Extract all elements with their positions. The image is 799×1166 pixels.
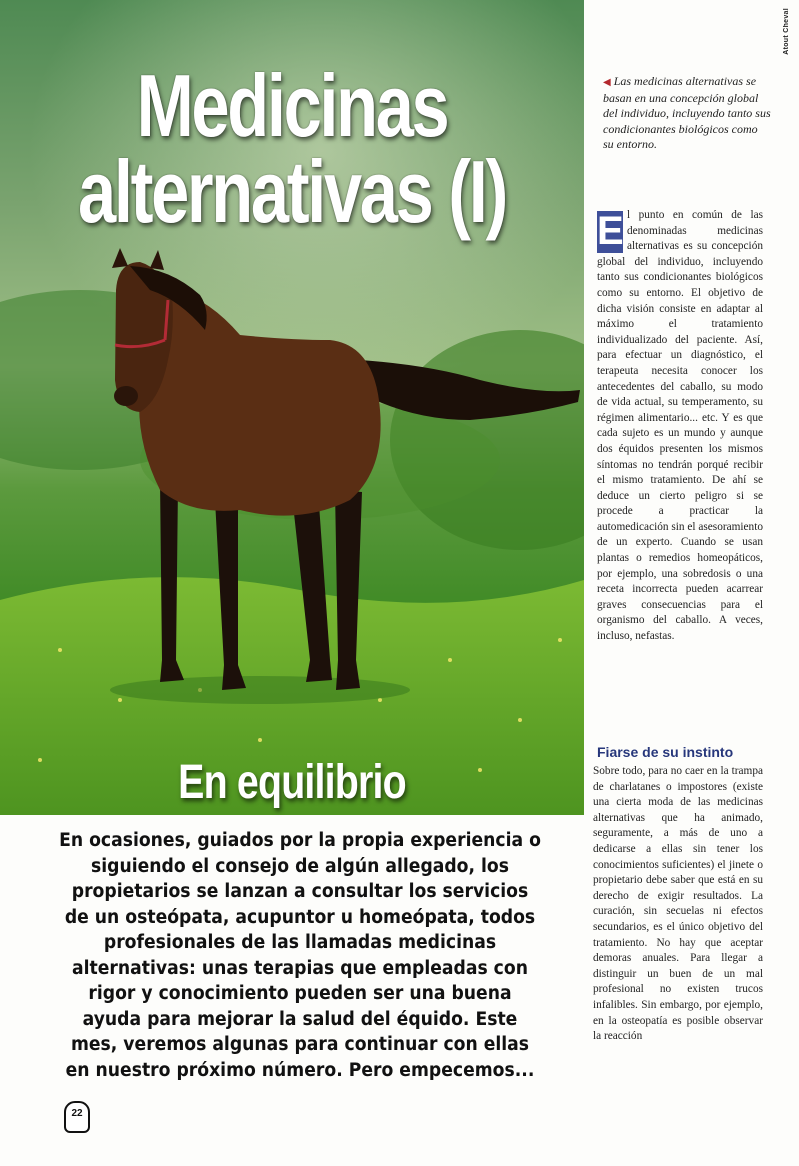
body-text-column-2: Sobre todo, para no caer en la trampa de charlatanes o impostores (existe una cierta moda de las medicinas alternativas que ha animado, seguramente, a más de uno a dedicarse a ellas sin tener los conocimientos suficientes) el jinete o propietario debe saber que está en su derecho de exigir resultados. La curación, sin secuelas ni efectos secundarios, es el único objetivo del tratamiento. No hay que aceptar demoras anuales. Para llegar a distinguir un buen de un mal profesional no existen trucos infalibles. Sin embargo, por ejemplo, en la osteopatía es posible observar la reacción [593,765,763,1043]
title-line-1: Medicinas [136,56,448,155]
caption-text: Las medicinas alternativas se basan en una concepción global del individuo, incluyendo tanto sus condicionantes biológicos como su entorno. [603,74,771,151]
magazine-label: Atout Cheval [783,8,790,55]
body-text-1: l punto en común de las denominadas medicinas alternativas es su concepción global del individuo, incluyendo tanto sus condicionantes biológicos como su entorno. El objetivo de dicha visión consiste en adaptar al máximo el tratamiento individualizado del paciente. Así, para efectuar un diagnóstico, el terapeuta necesita conocer los antecedentes del caballo, su modo de vida actual, su temperamento, su régimen alimentario... etc. Y es que cada sujeto es un mundo y aunque dos équidos presenten los mismos síntomas no tendrán porqué recibir el mismo tratamiento. De ahí se deduce un cierto peligro si se procede a practicar la automedicación sin el asesoramiento de un experto. Cuando se usan plantas o remedios homeopáticos, por ejemplo, una sobredosis o una receta incorrecta pueden acarrear graves consecuencias para el organismo del caballo. A veces, incluso, nefastas. [597,209,763,643]
body-text-column-1 [597,208,763,645]
photo-caption [603,74,771,153]
caption-arrow-icon: ◀ [603,77,611,88]
page-number-badge [64,1101,88,1131]
title-line-2: alternativas (I) [78,142,506,241]
drop-cap: E [597,209,624,253]
page-number: 22 [71,1108,83,1119]
section-heading: Fiarse de su instinto [597,744,734,760]
subtitle: En equilibrio [178,756,406,809]
intro-paragraph: En ocasiones, guiados por la propia experiencia o siguiendo el consejo de algún allegado, los propietarios se lanzan a consultar los servicios de un osteópata, acupuntor u homeópata, todos profesionales de las llamadas medicinas alternativas: unas terapias que empleadas con rigor y conocimiento pueden ser una buena ayuda para mejorar la salud del équido. Este mes, veremos algunas para continuar con ellas en nuestro próximo número. Pero empecemos... [59,830,541,1081]
